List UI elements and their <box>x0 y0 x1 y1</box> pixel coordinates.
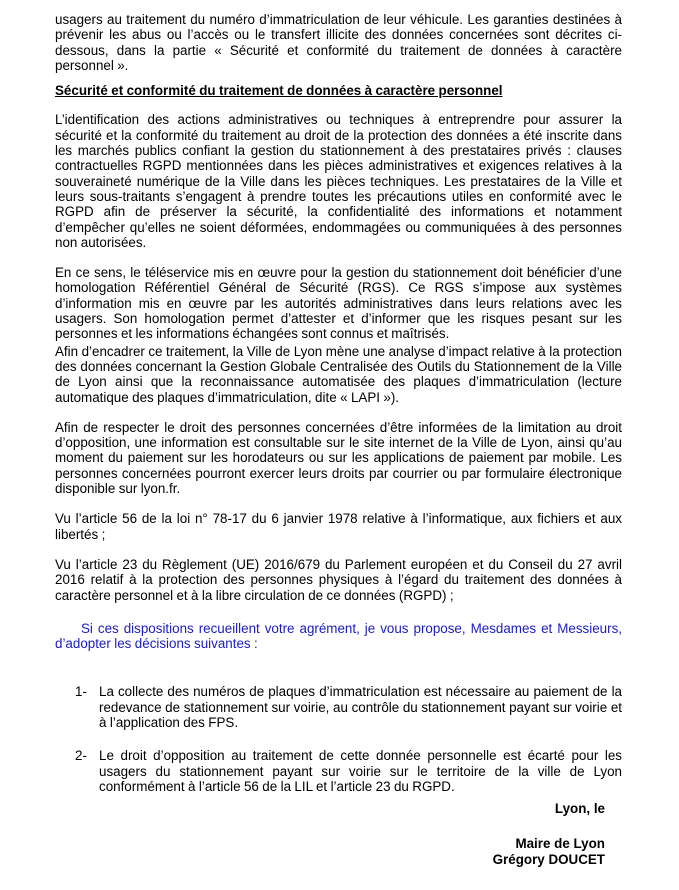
paragraph-information: Afin de respecter le droit des personnes concernées d’être informées de la limitation au droit d’opposition, une information est consultable sur le site internet de la Ville de Lyon, ainsi qu’au moment du paiement sur les horodateurs ou sur les applications de paiement par mobile. Les personnes concernées pourront exercer leurs droits par courrier ou par formulaire électronique disponible sur lyon.fr. <box>55 419 622 497</box>
decisions-list <box>55 684 622 794</box>
section-heading: Sécurité et conformité du traitement de données à caractère personnel <box>55 83 503 99</box>
decision-item <box>55 748 622 794</box>
proposal-paragraph: Si ces dispositions recueillent votre agrément, je vous propose, Mesdames et Messieurs, d’adopter les décisions suivantes : <box>55 620 622 652</box>
paragraph-security: L’identification des actions administratives ou techniques à entreprendre pour assurer la sécurité et la conformité du traitement au droit de la protection des données a été inscrite dans les marchés publics confiant la gestion du stationnement à des prestataires privés : clauses contractuelles RGPD mentionnées dans les pièces administratives et exigences relatives à la souveraineté numérique de la Ville dans les pièces techniques. Les prestataires de la Ville et leurs sous-traitants s’engagent à prendre toutes les précautions utiles en conformité avec le RGPD afin de préserver la sécurité, la confidentialité des informations et notamment d’empêcher qu’elles ne soient déformées, endommagées ou communiquées à des personnes non autorisées. <box>55 112 622 250</box>
paragraph-rgpd: Vu l’article 23 du Règlement (UE) 2016/679 du Parlement européen et du Conseil du 27 avril 2016 relatif à la protection des personnes physiques à l’égard du traitement des données à caractère personnel et à la libre circulation de ce données (RGPD) ; <box>55 556 622 603</box>
document-body <box>55 12 622 794</box>
signature-place: Lyon, le <box>554 801 605 816</box>
decision-number: 2- <box>75 748 87 764</box>
intro-paragraph: usagers au traitement du numéro d’immatriculation de leur véhicule. Les garanties destinées à prévenir les abus ou l’accès ou le transfert illicite des données concernées sont décrites ci-dessous, dans la partie « Sécurité et conformité du traitement de données à caractère personnel ». <box>55 12 622 73</box>
paragraph-impact-analysis: Afin d’encadrer ce traitement, la Ville de Lyon mène une analyse d’impact relative à la protection des données concernant la Gestion Globale Centralisée des Outils du Stationnement de la Ville de Lyon ainsi que la reconnaissance automatisée des plaques d’immatriculation (lecture automatique des plaques d’immatriculation, dite « LAPI »). <box>55 343 622 405</box>
decision-item <box>55 684 622 730</box>
decision-text: La collecte des numéros de plaques d’immatriculation est nécessaire au paiement de la redevance de stationnement sur voirie, au contrôle du stationnement payant sur voirie et à l’application des FPS. <box>99 684 622 730</box>
decision-text: Le droit d’opposition au traitement de cette donnée personnelle est écarté pour les usagers du stationnement payant sur voirie sur le territoire de la ville de Lyon conformément à l’article 56 de la LIL et l’article 23 du RGPD. <box>99 748 622 794</box>
paragraph-law-1978: Vu l’article 56 de la loi n° 78-17 du 6 janvier 1978 relative à l’informatique, aux fichiers et aux libertés ; <box>55 511 622 542</box>
paragraph-rgs: En ce sens, le téléservice mis en œuvre pour la gestion du stationnement doit bénéficier d’une homologation Référentiel Général de Sécurité (RGS). Ce RGS s’impose aux systèmes d’information mis en œuvre par les autorités administratives dans leurs relations avec les usagers. Son homologation permet d’attester et d’informer que les risques pesant sur les personnes et les informations échangées sont connus et maîtrisés. <box>55 265 622 342</box>
signature-role: Maire de Lyon <box>515 836 605 851</box>
decision-number: 1- <box>75 684 87 700</box>
signature-name: Grégory DOUCET <box>492 852 605 867</box>
